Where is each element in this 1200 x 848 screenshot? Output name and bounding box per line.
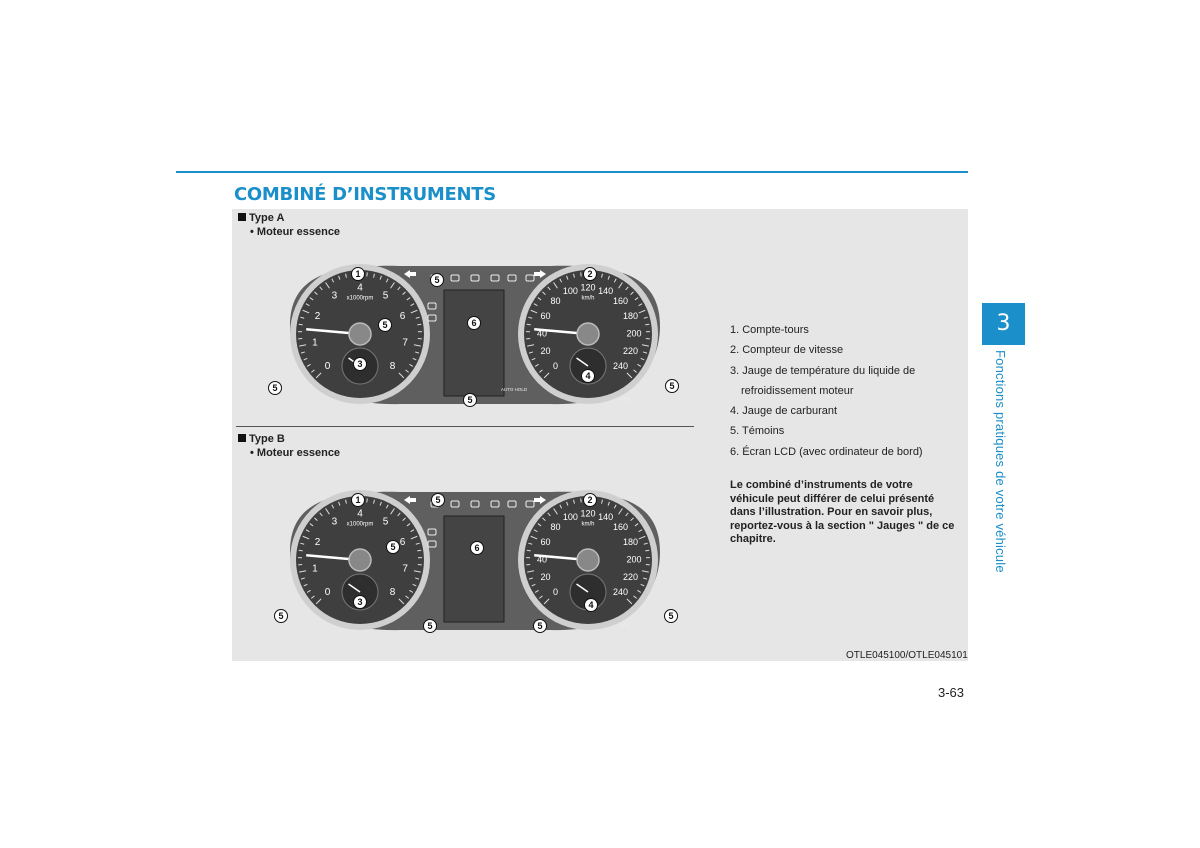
gauge-number: 140 <box>598 285 614 296</box>
chapter-title: Fonctions pratiques de votre véhicule <box>993 350 1008 573</box>
instrument-cluster-b <box>250 462 700 642</box>
gauge-tick <box>645 324 649 325</box>
gauge-number: 4 <box>357 508 363 520</box>
callout-number: 5 <box>427 620 433 631</box>
gauge-number: 240 <box>613 360 629 371</box>
legend-item: 5. Témoins <box>730 425 785 438</box>
gauge-number: 2 <box>314 537 321 549</box>
legend-list <box>730 320 923 462</box>
gauge-number: 7 <box>402 337 408 349</box>
callout-number: 5 <box>382 319 388 330</box>
callout-number: 2 <box>587 268 593 279</box>
gauge-number: 120 <box>580 508 596 519</box>
gauge-number: 8 <box>389 587 396 599</box>
gauge-tick <box>645 550 649 551</box>
legend-item: 3. Jauge de température du liquide de <box>730 364 916 377</box>
gauge-number: 80 <box>550 521 561 532</box>
gauge-tick <box>417 550 421 551</box>
gauge-number: 2 <box>314 311 321 323</box>
callout-number: 5 <box>390 541 396 552</box>
gauge-number: 240 <box>613 586 629 597</box>
gauge-number: 6 <box>399 537 406 549</box>
needle-hub <box>577 549 599 571</box>
gauge-unit: km/h <box>581 521 595 528</box>
needle-hub <box>349 323 371 345</box>
callout-number: 3 <box>357 358 363 369</box>
header-rule <box>176 171 968 173</box>
gauge-number: 220 <box>622 345 639 356</box>
gauge-number: 100 <box>562 285 578 296</box>
page-title: COMBINÉ D’INSTRUMENTS <box>234 184 496 205</box>
needle-hub <box>577 323 599 345</box>
gauge-number: 0 <box>324 361 331 373</box>
callout-number: 5 <box>668 610 674 621</box>
gauge-number: 60 <box>540 536 551 547</box>
gauge-number: 5 <box>382 516 389 528</box>
callout-number: 5 <box>278 610 284 621</box>
gauge-tick <box>417 324 421 325</box>
callout-number: 6 <box>471 317 477 328</box>
gauge-number: 120 <box>580 282 596 293</box>
callout-number: 1 <box>355 268 361 279</box>
gauge-number: 20 <box>540 571 551 582</box>
gauge-number: 200 <box>626 554 642 565</box>
gauge-number: 180 <box>622 536 639 547</box>
gauge-tick <box>527 550 531 551</box>
gauge-number: 160 <box>613 521 629 532</box>
callout-number: 4 <box>585 370 591 381</box>
page-number: 3-63 <box>938 685 965 700</box>
gauge-number: 140 <box>598 511 614 522</box>
type-b-label: Type B <box>238 433 285 445</box>
gauge-number: 5 <box>382 290 389 302</box>
gauge-number: 200 <box>626 328 642 339</box>
callout-number: 6 <box>474 542 480 553</box>
gauge-number: 180 <box>622 310 639 321</box>
callout-number: 4 <box>588 599 594 610</box>
needle-hub <box>349 549 371 571</box>
callout-number: 3 <box>357 596 363 607</box>
eps-label: EPS <box>619 397 631 404</box>
lcd-screen <box>444 290 504 396</box>
gauge-number: 3 <box>331 290 338 302</box>
gauge-unit: km/h <box>581 295 595 302</box>
callout-number: 5 <box>537 620 543 631</box>
callout-number: 2 <box>587 494 593 505</box>
gauge-number: 160 <box>613 295 629 306</box>
instrument-cluster-a <box>250 236 700 416</box>
chapter-tab: 3 <box>982 303 1025 345</box>
legend-item: 6. Écran LCD (avec ordinateur de bord) <box>730 445 923 458</box>
gauge-number: 40 <box>536 554 548 565</box>
gauge-number: 80 <box>550 295 561 306</box>
gauge-number: 1 <box>312 563 318 575</box>
gauge-tick <box>299 324 303 325</box>
legend-item: 4. Jauge de carburant <box>730 405 838 418</box>
callout-number: 5 <box>435 494 441 505</box>
type-a-label: Type A <box>238 212 284 224</box>
gauge-number: 220 <box>622 571 639 582</box>
legend-item: refroidissement moteur <box>741 384 854 397</box>
gauge-tick <box>527 324 531 325</box>
gauge-number: 6 <box>399 311 406 323</box>
image-code: OTLE045100/OTLE045101 <box>846 650 968 661</box>
gauge-number: 40 <box>536 328 548 339</box>
figure-separator <box>236 426 694 427</box>
legend-item: 2. Compteur de vitesse <box>730 344 844 357</box>
gauge-number: 1 <box>312 337 318 349</box>
callout-number: 5 <box>272 382 278 393</box>
callout-number: 1 <box>355 494 361 505</box>
gauge-number: 3 <box>331 516 338 528</box>
gauge-tick <box>299 550 303 551</box>
eps-label: EPS <box>619 623 631 630</box>
lcd-screen <box>444 516 504 622</box>
gauge-number: 0 <box>552 586 558 597</box>
gauge-number: 0 <box>552 360 558 371</box>
gauge-unit: x1000rpm <box>346 521 374 528</box>
type-b-engine: • Moteur essence <box>250 447 341 459</box>
gauge-number: 100 <box>562 511 578 522</box>
gauge-number: 8 <box>389 361 396 373</box>
note-text: Le combiné d’instruments de votre véhicule peut différer de celui présenté dans l’illustration. Pour en savoir plus, reportez-vous à la section " Jauges " de ce chapitre. <box>730 479 955 546</box>
auto-hold-label: AUTO HOLD <box>500 387 528 393</box>
gauge-number: 60 <box>540 310 551 321</box>
gauge-number: 7 <box>402 563 408 575</box>
gauge-number: 20 <box>540 345 551 356</box>
gauge-unit: x1000rpm <box>346 295 374 302</box>
legend-item: 1. Compte-tours <box>730 324 809 336</box>
callout-number: 5 <box>669 380 675 391</box>
type-a-engine: • Moteur essence <box>250 226 341 238</box>
callout-number: 5 <box>434 274 440 285</box>
gauge-number: 0 <box>324 587 331 599</box>
callout-number: 5 <box>467 394 473 405</box>
gauge-number: 4 <box>357 282 363 294</box>
